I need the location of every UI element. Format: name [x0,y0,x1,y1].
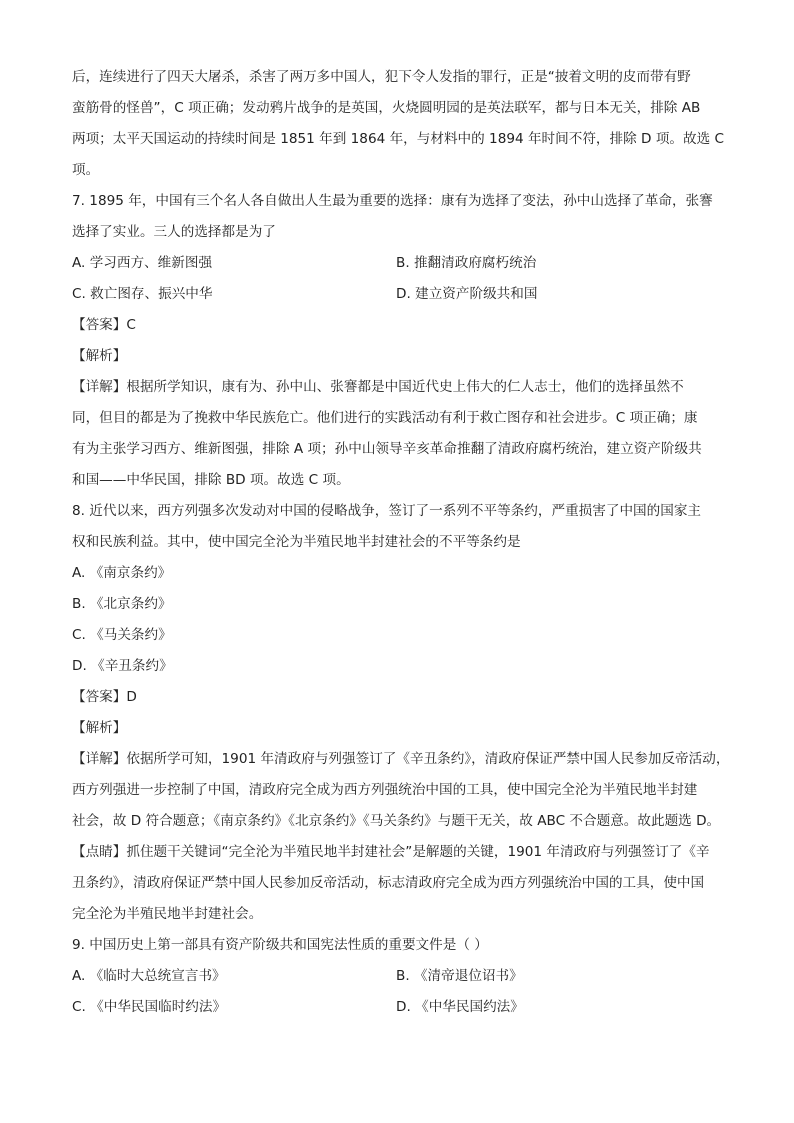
text-line: 蛮筋骨的怪兽”，C 项正确；发动鸦片战争的是英国，火烧圆明园的是英法联军，都与日本无关，排除 AB [72,100,701,116]
previous-explanation-continuation [72,62,732,186]
detail-line: 社会，故 D 符合题意；《南京条约》《北京条约》《马关条约》与题干无关，故 ABC 不合题意。故此题选 D。 [72,813,721,829]
option-a: A. 《临时大总统宣言书》 [72,968,226,984]
option-row [72,961,732,992]
question-stem: 9. 中国历史上第一部具有资产阶级共和国宪法性质的重要文件是（ ） [72,937,488,953]
option-a: A. 学习西方、维新图强 [72,255,213,271]
document-page [72,62,732,1023]
tip-line: 【点睛】抓住题干关键词“完全沦为半殖民地半封建社会”是解题的关键，1901 年清政府与列强签订了《辛 [72,844,710,860]
option-row [72,248,732,279]
option-d: D. 《中华民国约法》 [396,999,524,1015]
analysis-label: 【解析】 [72,348,127,364]
detail-line: 和国——中华民国，排除 BD 项。故选 C 项。 [72,472,350,488]
option-c: C. 《中华民国临时约法》 [72,999,227,1015]
tip-line: 丑条约》，清政府保证严禁中国人民参加反帝活动，标志清政府完全成为西方列强统治中国的工具，使中国 [72,875,705,891]
option-d: D. 建立资产阶级共和国 [396,286,538,302]
question-stem: 7. 1895 年，中国有三个名人各自做出人生最为重要的选择：康有为选择了变法，孙中山选择了革命，张謇 [72,193,713,209]
option-row [72,992,732,1023]
option-c: C. 《马关条约》 [72,627,172,643]
option-c: C. 救亡图存、振兴中华 [72,286,213,302]
detail-line: 【详解】根据所学知识，康有为、孙中山、张謇都是中国近代史上伟大的仁人志士，他们的选择虽然不 [72,379,684,395]
option-row [72,279,732,310]
detail-line: 西方列强进一步控制了中国，清政府完全成为西方列强统治中国的工具，使中国完全沦为半殖民地半封建 [72,782,698,798]
text-line: 后，连续进行了四天大屠杀，杀害了两万多中国人，犯下令人发指的罪行，正是“披着文明的皮而带有野 [72,69,691,85]
option-b: B. 《清帝退位诏书》 [396,968,523,984]
question-stem: 选择了实业。三人的选择都是为了 [72,224,276,240]
text-line: 项。 [72,162,100,178]
text-line: 两项；太平天国运动的持续时间是 1851 年到 1864 年，与材料中的 1894 年时间不符，排除 D 项。故选 C [72,131,725,147]
question-stem: 权和民族利益。其中，使中国完全沦为半殖民地半封建社会的不平等条约是 [72,534,521,550]
question-9 [72,930,732,1023]
answer: 【答案】C [72,317,136,333]
analysis-label: 【解析】 [72,720,127,736]
question-stem: 8. 近代以来，西方列强多次发动对中国的侵略战争，签订了一系列不平等条约，严重损害了中国的国家主 [72,503,702,519]
option-b: B. 推翻清政府腐朽统治 [396,255,537,271]
detail-line: 同，但目的都是为了挽救中华民族危亡。他们进行的实践活动有利于救亡图存和社会进步。C 项正确；康 [72,410,698,426]
option-b: B. 《北京条约》 [72,596,172,612]
question-7 [72,186,732,496]
question-8 [72,496,732,930]
option-a: A. 《南京条约》 [72,565,172,581]
answer: 【答案】D [72,689,137,705]
option-d: D. 《辛丑条约》 [72,658,173,674]
tip-line: 完全沦为半殖民地半封建社会。 [72,906,263,922]
detail-line: 【详解】依据所学可知，1901 年清政府与列强签订了《辛丑条约》，清政府保证严禁中国人民参加反帝活动， [72,751,730,767]
detail-line: 有为主张学习西方、维新图强，排除 A 项；孙中山领导辛亥革命推翻了清政府腐朽统治，建立资产阶级共 [72,441,702,457]
